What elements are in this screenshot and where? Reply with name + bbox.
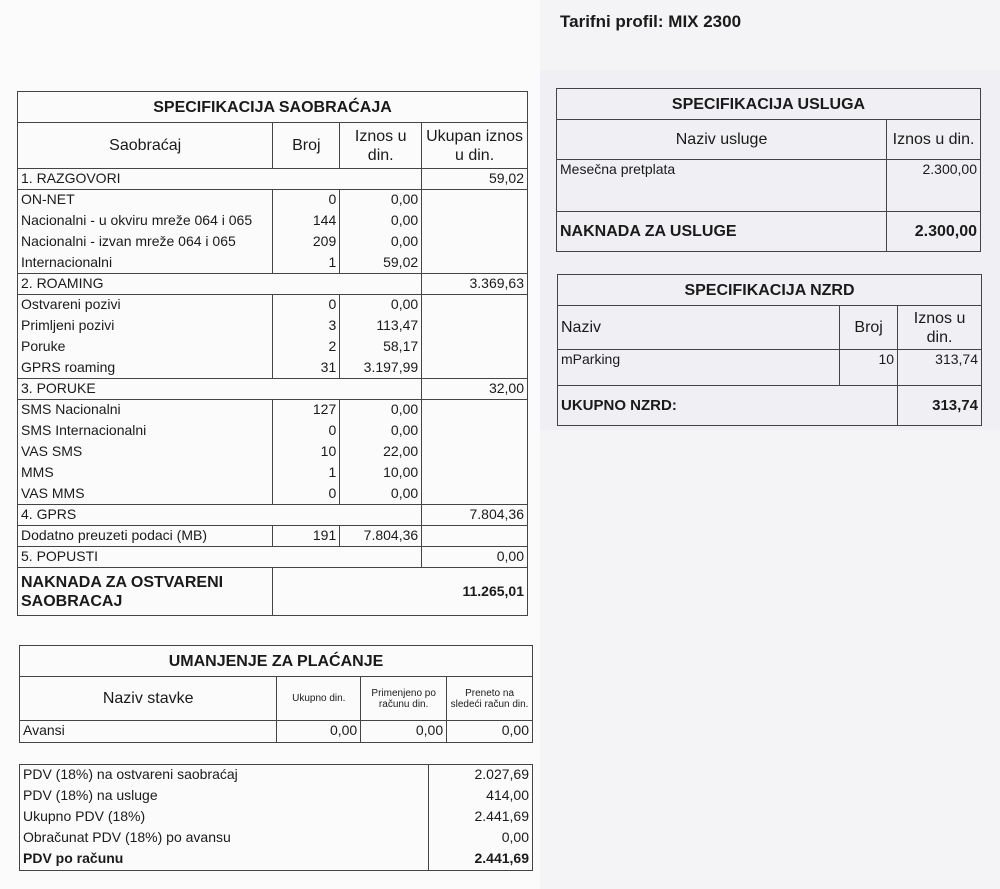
vat-row-label: Obračunat PDV (18%) po avansu [20,828,429,849]
nzrd-spec-title: SPECIFIKACIJA NZRD [558,275,982,306]
row-broj: 2 [273,337,340,358]
row-broj: 0 [273,295,340,316]
header-nzrd-iznos: Iznos u din. [898,306,982,350]
row-empty [422,253,528,274]
section-row [18,274,528,295]
header-naziv-stavke: Naziv stavke [20,677,277,721]
section-name: 3. PORUKE [18,379,422,400]
traffic-spec-title: SPECIFIKACIJA SAOBRAĆAJA [18,92,528,123]
row-label: Nacionalni - u okviru mreže 064 i 065 [18,211,273,232]
section-row [18,169,528,190]
traffic-total-value: 11.265,01 [273,568,528,616]
row-label: GPRS roaming [18,358,273,379]
service-row-value: 2.300,00 [887,160,981,212]
reduction-row-ukupno: 0,00 [277,721,361,743]
reduction-row-preneto: 0,00 [447,721,533,743]
vat-row [20,828,533,849]
row-label: SMS Nacionalni [18,400,273,421]
vat-table [19,764,533,871]
table-row [18,211,528,232]
vat-row-label: PDV (18%) na ostvareni saobraćaj [20,765,429,786]
row-broj: 3 [273,316,340,337]
table-row [18,421,528,442]
row-iznos: 3.197,99 [340,358,422,379]
table-row [18,253,528,274]
row-empty [422,358,528,379]
vat-row [20,786,533,807]
vat-row-value: 0,00 [429,828,533,849]
row-iznos: 7.804,36 [340,526,422,547]
vat-row [20,807,533,828]
row-iznos: 10,00 [340,463,422,484]
row-iznos: 22,00 [340,442,422,463]
nzrd-total-label: UKUPNO NZRD: [558,386,898,426]
row-label: Nacionalni - izvan mreže 064 i 065 [18,232,273,253]
row-empty [422,442,528,463]
row-iznos: 0,00 [340,295,422,316]
reduction-title: UMANJENJE ZA PLAĆANJE [20,646,533,677]
row-broj: 0 [273,190,340,211]
row-label: Internacionalni [18,253,273,274]
table-row [18,484,528,505]
row-label: Ostvareni pozivi [18,295,273,316]
vat-total-value: 2.441,69 [429,849,533,871]
header-iznos-usluge: Iznos u din. [887,120,981,160]
section-total: 3.369,63 [422,274,528,295]
table-row [18,400,528,421]
row-iznos: 58,17 [340,337,422,358]
vat-row-value: 2.027,69 [429,765,533,786]
row-iznos: 0,00 [340,232,422,253]
table-row [18,337,528,358]
header-saobracaj: Saobraćaj [18,123,273,169]
row-broj: 1 [273,463,340,484]
row-label: ON-NET [18,190,273,211]
table-row [18,526,528,547]
services-total-value: 2.300,00 [887,212,981,252]
table-row [18,463,528,484]
row-iznos: 0,00 [340,190,422,211]
nzrd-spec-table [557,274,982,426]
row-broj: 144 [273,211,340,232]
row-broj: 0 [273,421,340,442]
row-empty [422,211,528,232]
row-empty [422,484,528,505]
row-empty [422,295,528,316]
service-row-label: Mesečna pretplata [557,160,887,212]
row-iznos: 0,00 [340,211,422,232]
section-total: 32,00 [422,379,528,400]
row-iznos: 0,00 [340,421,422,442]
row-broj: 10 [273,442,340,463]
nzrd-row-iznos: 313,74 [898,350,982,386]
section-name: 2. ROAMING [18,274,422,295]
table-row [18,190,528,211]
row-label: SMS Internacionalni [18,421,273,442]
reduction-row-primenjeno: 0,00 [361,721,447,743]
row-label: MMS [18,463,273,484]
row-label: VAS MMS [18,484,273,505]
section-row [18,547,528,568]
row-label: Poruke [18,337,273,358]
table-row [18,232,528,253]
section-name: 5. POPUSTI [18,547,422,568]
traffic-total-label: NAKNADA ZA OSTVARENI SAOBRACAJ [18,568,273,616]
row-label: Primljeni pozivi [18,316,273,337]
row-iznos: 0,00 [340,484,422,505]
header-naziv: Naziv [558,306,840,350]
services-spec-table [556,88,981,252]
row-empty [422,190,528,211]
nzrd-total-value: 313,74 [898,386,982,426]
vat-row-label: PDV (18%) na usluge [20,786,429,807]
row-iznos: 59,02 [340,253,422,274]
vat-row [20,765,533,786]
services-total-label: NAKNADA ZA USLUGE [557,212,887,252]
header-preneto: Preneto na sledeći račun din. [447,677,533,721]
section-total: 0,00 [422,547,528,568]
vat-body [20,765,533,849]
table-row [18,316,528,337]
section-total: 59,02 [422,169,528,190]
section-total: 7.804,36 [422,505,528,526]
row-empty [422,232,528,253]
table-row [18,358,528,379]
row-empty [422,337,528,358]
row-iznos: 0,00 [340,400,422,421]
row-empty [422,463,528,484]
row-broj: 209 [273,232,340,253]
row-broj: 0 [273,484,340,505]
traffic-spec-body [18,169,528,568]
header-broj: Broj [273,123,340,169]
section-row [18,505,528,526]
table-row [18,442,528,463]
row-broj: 191 [273,526,340,547]
table-row [18,295,528,316]
row-iznos: 113,47 [340,316,422,337]
section-row [18,379,528,400]
row-empty [422,421,528,442]
header-nzrd-broj: Broj [840,306,898,350]
traffic-spec-table [17,91,528,616]
nzrd-row-broj: 10 [840,350,898,386]
reduction-table [19,645,533,743]
header-ukupno-din: Ukupno din. [277,677,361,721]
header-iznos: Iznos u din. [340,123,422,169]
row-broj: 1 [273,253,340,274]
row-label: VAS SMS [18,442,273,463]
section-name: 1. RAZGOVORI [18,169,422,190]
row-broj: 127 [273,400,340,421]
section-name: 4. GPRS [18,505,422,526]
row-empty [422,316,528,337]
header-ukupan-iznos: Ukupan iznos u din. [422,123,528,169]
nzrd-row-label: mParking [558,350,840,386]
tariff-profile-title: Tarifni profil: MIX 2300 [560,12,742,31]
header-naziv-usluge: Naziv usluge [557,120,887,160]
row-broj: 31 [273,358,340,379]
reduction-row-label: Avansi [20,721,277,743]
services-spec-title: SPECIFIKACIJA USLUGA [557,89,981,120]
vat-total-label: PDV po računu [20,849,429,871]
header-primenjeno: Primenjeno po računu din. [361,677,447,721]
vat-row-value: 414,00 [429,786,533,807]
vat-row-label: Ukupno PDV (18%) [20,807,429,828]
row-empty [422,400,528,421]
row-label: Dodatno preuzeti podaci (MB) [18,526,273,547]
row-empty [422,526,528,547]
vat-row-value: 2.441,69 [429,807,533,828]
